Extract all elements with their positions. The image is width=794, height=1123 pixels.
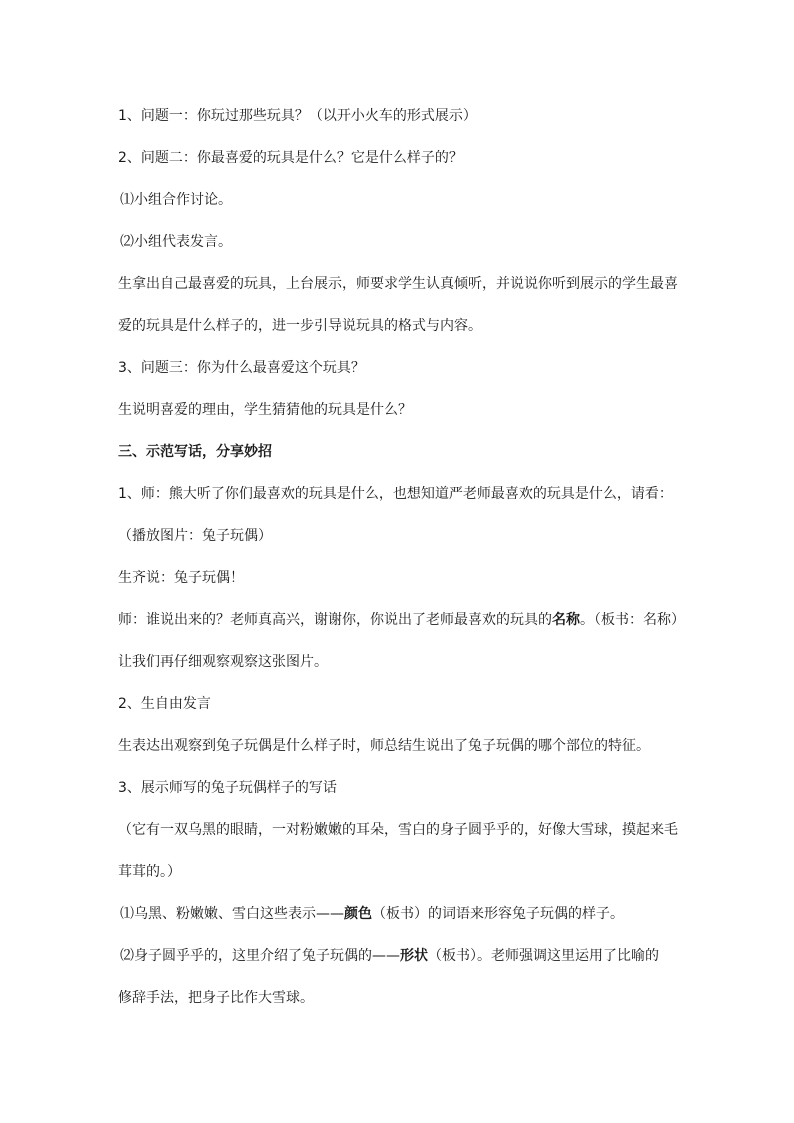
paragraph-show-toys-line1: 生拿出自己最喜爱的玩具，上台展示，师要求学生认真倾听，并说说你听到展示的学生最喜 xyxy=(118,276,678,292)
students-answer: 生齐说：兔子玩偶！ xyxy=(118,570,244,586)
question-three: 3、问题三：你为什么最喜爱这个玩具？ xyxy=(118,360,365,376)
board-note-name: 。（板书：名称） xyxy=(580,612,685,628)
color-point xyxy=(120,904,690,924)
question-two: 2、问题二：你最喜爱的玩具是什么？它是什么样子的？ xyxy=(118,150,463,166)
show-sample-heading: 3、展示师写的兔子玩偶样子的写话 xyxy=(118,780,337,796)
teacher-praise-text: 师：谁说出来的？老师真高兴，谢谢你，你说出了老师最喜欢的玩具的 xyxy=(118,612,552,628)
question-one: 1、问题一：你玩过那些玩具？（以开小火车的形式展示） xyxy=(118,108,477,124)
teacher-praise xyxy=(118,610,688,630)
shape-point-rest: （板书）。老师强调这里运用了比喻的 xyxy=(428,948,659,964)
shape-point xyxy=(120,946,690,966)
paragraph-summary: 生表达出观察到兔子玩偶是什么样子时，师总结生说出了兔子玩偶的哪个部位的特征。 xyxy=(118,738,650,754)
keyword-color: 颜色 xyxy=(344,906,372,922)
metaphor-note: 修辞手法，把身子比作大雪球。 xyxy=(118,990,314,1006)
color-point-text: ⑴乌黑、粉嫩嫩、雪白这些表示—— xyxy=(120,906,344,922)
step-group-discussion: ⑴小组合作讨论。 xyxy=(120,192,232,208)
shape-point-text: ⑵身子圆乎乎的，这里介绍了兔子玩偶的—— xyxy=(120,948,400,964)
color-point-rest: （板书）的词语来形容兔子玩偶的样子。 xyxy=(372,906,624,922)
teacher-intro: 1、师：熊大听了你们最喜欢的玩具是什么，也想知道严老师最喜欢的玩具是什么，请看： xyxy=(118,486,673,502)
free-speech-heading: 2、生自由发言 xyxy=(118,696,211,712)
section-heading-three: 三、示范写话，分享妙招 xyxy=(118,444,272,460)
sample-text-line2: 茸茸的。） xyxy=(118,864,181,880)
sample-text-line1: （它有一双乌黑的眼睛，一对粉嫩嫩的耳朵，雪白的身子圆乎乎的，好像大雪球，摸起来毛 xyxy=(118,822,678,838)
paragraph-show-toys-line2: 爱的玩具是什么样子的，进一步引导说玩具的格式与内容。 xyxy=(118,318,482,334)
observe-again: 让我们再仔细观察观察这张图片。 xyxy=(118,654,328,670)
paragraph-reason: 生说明喜爱的理由，学生猜猜他的玩具是什么？ xyxy=(118,402,412,418)
step-group-speech: ⑵小组代表发言。 xyxy=(120,234,232,250)
keyword-shape: 形状 xyxy=(400,948,428,964)
play-picture-note: （播放图片：兔子玩偶） xyxy=(118,528,272,544)
keyword-name: 名称 xyxy=(552,612,580,628)
